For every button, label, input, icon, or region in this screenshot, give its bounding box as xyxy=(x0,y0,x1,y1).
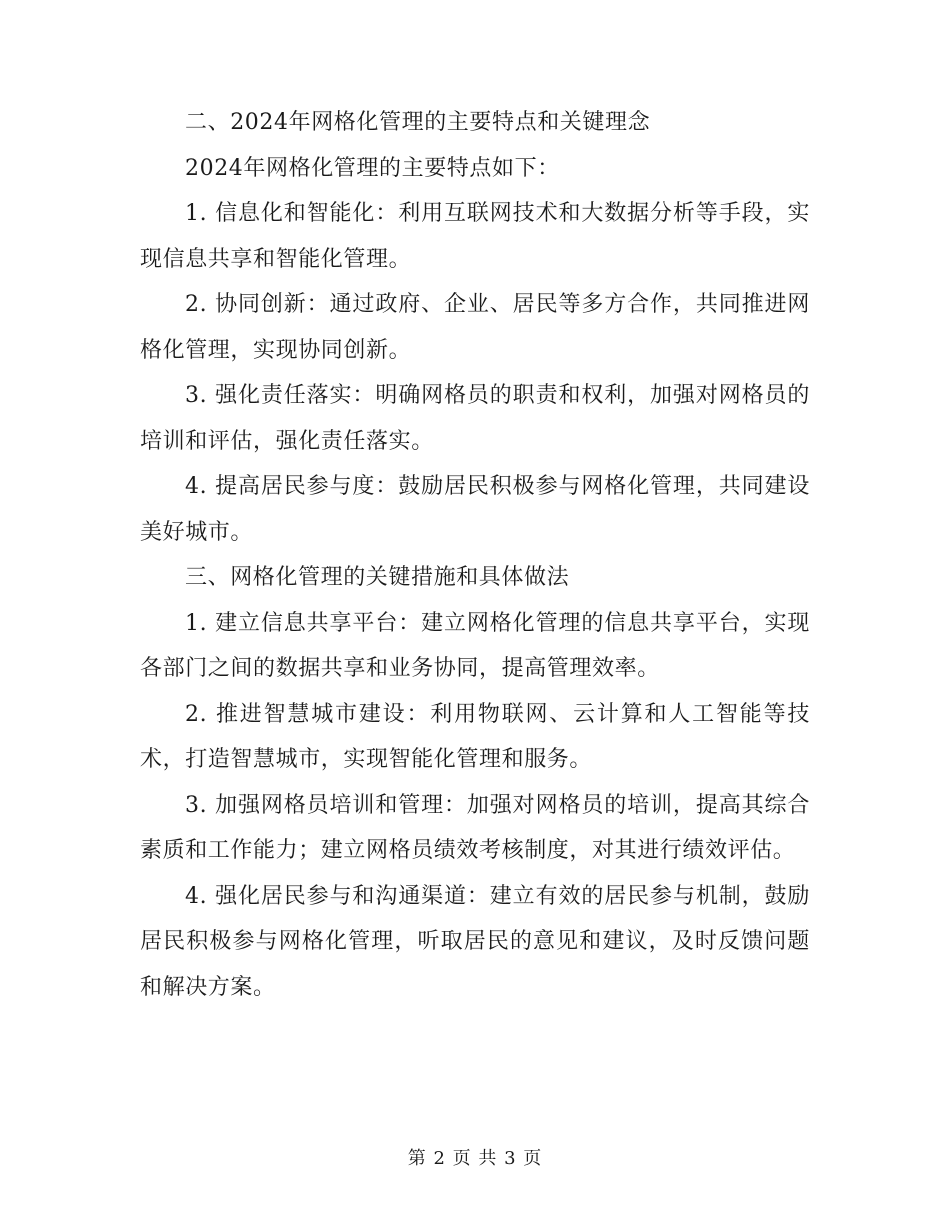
measure-item-1: 1. 建立信息共享平台：建立网格化管理的信息共享平台，实现各部门之间的数据共享和业务协同，提高管理效率。 xyxy=(140,610,810,681)
measure-item-2: 2. 推进智慧城市建设：利用物联网、云计算和人工智能等技术，打造智慧城市，实现智能化管理和服务。 xyxy=(140,701,810,772)
measure-item-4: 4. 强化居民参与和沟通渠道：建立有效的居民参与机制，鼓励居民积极参与网格化管理，听取居民的意见和建议，及时反馈问题和解决方案。 xyxy=(140,883,810,1000)
feature-item-1: 1. 信息化和智能化：利用互联网技术和大数据分析等手段，实现信息共享和智能化管理。 xyxy=(140,201,810,272)
feature-item-3: 3. 强化责任落实：明确网格员的职责和权利，加强对网格员的培训和评估，强化责任落实。 xyxy=(140,383,810,454)
feature-item-4: 4. 提高居民参与度：鼓励居民积极参与网格化管理，共同建设美好城市。 xyxy=(140,474,810,545)
page-footer: 第 2 页 共 3 页 xyxy=(407,1148,543,1169)
intro-paragraph: 2024年网格化管理的主要特点如下： xyxy=(185,155,560,181)
section-heading-3: 三、网格化管理的关键措施和具体做法 xyxy=(185,565,570,590)
measure-item-3: 3. 加强网格员培训和管理：加强对网格员的培训，提高其综合素质和工作能力；建立网格员绩效考核制度，对其进行绩效评估。 xyxy=(140,792,810,863)
feature-item-2: 2. 协同创新：通过政府、企业、居民等多方合作，共同推进网格化管理，实现协同创新。 xyxy=(140,292,810,363)
document-body xyxy=(140,100,810,1010)
section-heading-2: 二、2024年网格化管理的主要特点和关键理念 xyxy=(185,110,651,135)
